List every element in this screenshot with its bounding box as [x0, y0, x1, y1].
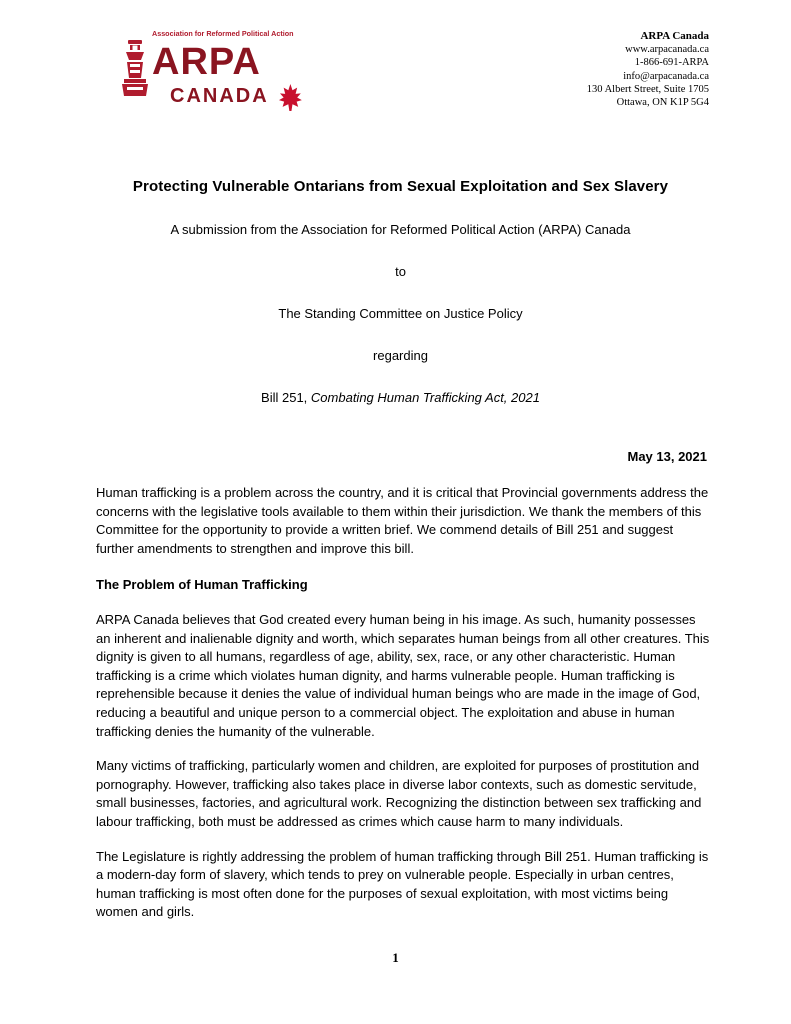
section-heading-problem: The Problem of Human Trafficking [96, 577, 308, 593]
contact-address-line2: Ottawa, ON K1P 5G4 [616, 97, 709, 109]
contact-website: www.arpacanada.ca [625, 44, 709, 56]
arpa-logo [110, 26, 320, 112]
svg-text:ARPA: ARPA [152, 41, 261, 83]
contact-address-line1: 130 Albert Street, Suite 1705 [586, 83, 709, 95]
svg-text:Association for Reformed Polit: Association for Reformed Political Action [152, 29, 294, 38]
body-paragraph-1: ARPA Canada believes that God created every human being in his image. As such, humanity possesses an inherent and inalienable dignity and worth, which separates human beings from all other creatures. This dignity is given to all humans, regardless of age, ability, sex, race, or any other characteristic. Human trafficking is a crime which violates human dignity, and harms vulnerable people. Human trafficking is reprehensible because it denies the value of individual human beings who are made in the image of God, reducing a beautiful and unique person to a commercial object. The exploitation and abuse in human trafficking denies the humanity of the vulnerable. [96, 611, 710, 739]
document-body [88, 484, 713, 922]
regarding-line: regarding [373, 348, 428, 363]
submission-line: A submission from the Association for Reformed Political Action (ARPA) Canada [170, 222, 631, 237]
body-paragraph-3: The Legislature is rightly addressing the problem of human trafficking through Bill 251. Human trafficking is a modern-day form of slavery, which tends to prey on vulnerable people. Especially in urban centres, human trafficking is most often done for the purposes of sexual exploitation, with most victims being women and girls. [96, 848, 709, 920]
arpa-logo-icon [110, 26, 320, 112]
intro-paragraph: Human trafficking is a problem across the country, and it is critical that Provincial governments address the concerns with the legislative tools available to them within their jurisdiction. We thank the members of this Committee for the opportunity to provide a written brief. We commend details of Bill 251 and suggest further amendments to strengthen and improve this bill. [96, 485, 709, 556]
to-line: to [395, 264, 406, 279]
contact-email: info@arpacanada.ca [623, 70, 709, 82]
contact-org: ARPA Canada [640, 30, 709, 42]
committee-line: The Standing Committee on Justice Policy [278, 306, 523, 321]
contact-phone: 1-866-691-ARPA [634, 57, 709, 69]
bill-number: Bill 251, [261, 390, 311, 405]
svg-text:CANADA: CANADA [170, 85, 269, 107]
submission-date: May 13, 2021 [627, 449, 707, 464]
bill-line [88, 390, 713, 405]
body-paragraph-2: Many victims of trafficking, particularly women and children, are exploited for purposes of prostitution and pornography. However, trafficking also takes place in diverse labor contexts, such as domestic servitude, small businesses, factories, and agricultural work. Recognizing the distinction between sex trafficking and labour trafficking, both must be addressed as crimes which cause harm to many individuals. [96, 758, 702, 829]
contact-info [587, 30, 709, 109]
document-header [88, 26, 713, 118]
page-number: 1 [392, 950, 399, 965]
page-title: Protecting Vulnerable Ontarians from Sexual Exploitation and Sex Slavery [132, 178, 669, 195]
bill-title: Combating Human Trafficking Act, 2021 [310, 390, 540, 405]
